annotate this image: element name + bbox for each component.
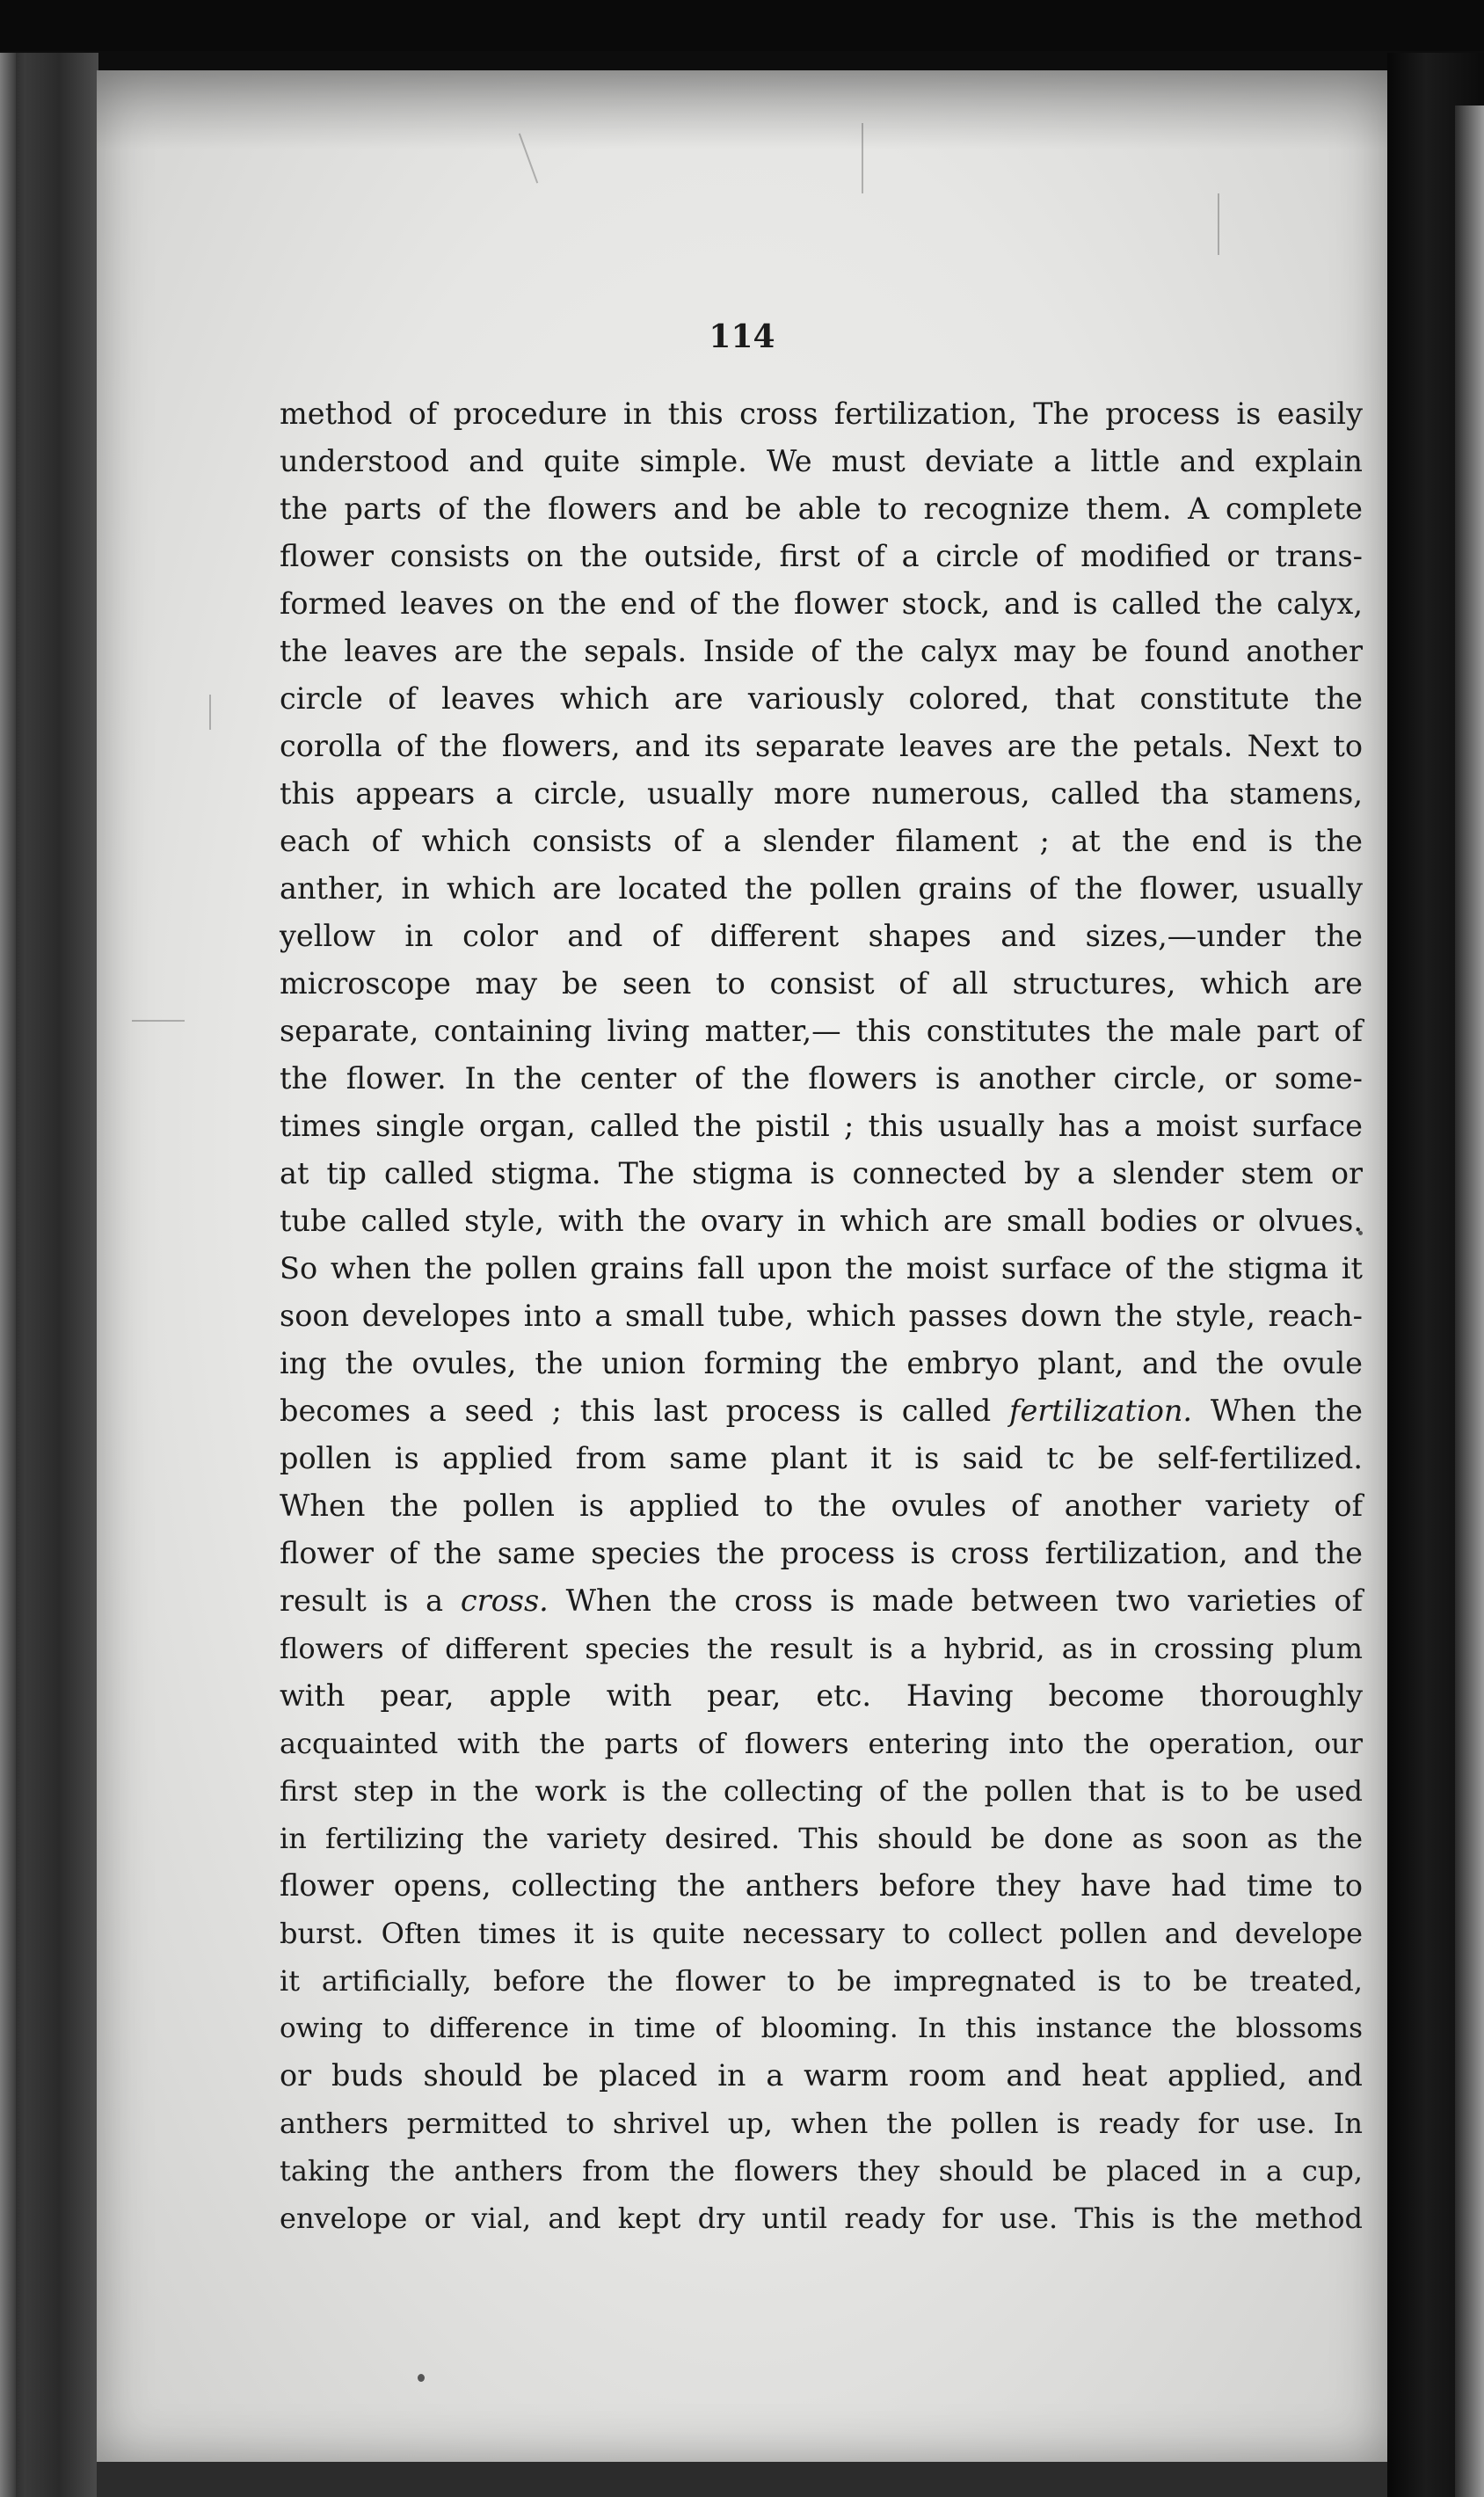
line-text: When the — [1210, 1394, 1363, 1428]
scratch-mark — [132, 1020, 185, 1022]
text-line: yellow in color and of different shapes and sizes,—under the — [280, 919, 1363, 953]
text-line: microscope may be seen to consist of all structures, which are — [280, 966, 1363, 1001]
line-text: When the cross is made between two varieties of — [565, 1583, 1363, 1618]
text-line: the leaves are the sepals. Inside of the calyx may be found another — [280, 634, 1363, 668]
left-binding-edge — [0, 53, 16, 2497]
text-line: at tip called stigma. The stigma is connected by a slender stem or — [280, 1156, 1363, 1190]
body-text — [280, 390, 1363, 2242]
text-line: flower of the same species the process is cross fertilization, and the — [280, 1536, 1363, 1570]
text-line: flowers of different species the result is a hybrid, as in crossing plum — [280, 1632, 1363, 1665]
text-line: envelope or vial, and kept dry until ready for use. This is the method — [280, 2202, 1363, 2235]
text-line: in fertilizing the variety desired. This should be done as soon as the — [280, 1822, 1363, 1855]
text-line: formed leaves on the end of the flower stock, and is called the calyx, — [280, 586, 1363, 621]
text-line: taking the anthers from the flowers they should be placed in a cup, — [280, 2154, 1363, 2188]
text-line: the parts of the flowers and be able to recognize them. A complete — [280, 491, 1363, 526]
scan-bottom-edge — [97, 2462, 1387, 2497]
text-line: with pear, apple with pear, etc. Having become thoroughly — [280, 1678, 1363, 1713]
text-line: soon developes into a small tube, which passes down the style, reach- — [280, 1299, 1363, 1333]
text-line: anther, in which are located the pollen grains of the flower, usually — [280, 871, 1363, 906]
text-line: burst. Often times it is quite necessary to collect pollen and develope — [280, 1917, 1363, 1950]
text-line: flower opens, collecting the anthers before they have had time to — [280, 1868, 1363, 1903]
scan-top-edge — [0, 0, 1484, 51]
scratch-mark — [862, 123, 863, 193]
line-text: result is a — [280, 1583, 444, 1618]
scratch-mark — [1218, 193, 1219, 255]
dust-speck — [418, 2374, 425, 2382]
text-line: ing the ovules, the union forming the embryo plant, and the ovule — [280, 1346, 1363, 1380]
text-line: or buds should be placed in a warm room and heat applied, and — [280, 2058, 1363, 2093]
text-line-with-italic — [280, 1577, 1363, 1625]
text-line: each of which consists of a slender filament ; at the end is the — [280, 824, 1363, 858]
page-top-shadow — [97, 70, 1387, 149]
text-line: anthers permitted to shrivel up, when the pollen is ready for use. In — [280, 2107, 1363, 2140]
page-number: 114 — [709, 318, 775, 355]
text-line: When the pollen is applied to the ovules of another variety of — [280, 1489, 1363, 1523]
text-line: the flower. In the center of the flowers is another circle, or some- — [280, 1061, 1363, 1096]
text-line: pollen is applied from same plant it is said tc be self-fertilized. — [280, 1441, 1363, 1475]
next-page-edge — [1455, 106, 1484, 2497]
text-line: separate, containing living matter,— this constitutes the male part of — [280, 1014, 1363, 1048]
italic-term: cross. — [460, 1583, 549, 1618]
text-line: method of procedure in this cross fertilization, The process is easily — [280, 397, 1363, 431]
text-line: circle of leaves which are variously colored, that constitute the — [280, 681, 1363, 716]
scratch-mark — [209, 695, 211, 730]
text-line-with-italic — [280, 1387, 1363, 1435]
text-line: owing to difference in time of blooming. In this instance the blossoms — [280, 2013, 1363, 2044]
italic-term: fertilization. — [1009, 1394, 1193, 1428]
text-line: first step in the work is the collecting of the pollen that is to be used — [280, 1774, 1363, 1808]
text-line: So when the pollen grains fall upon the moist surface of the stigma it — [280, 1251, 1363, 1285]
text-line: times single organ, called the pistil ; this usually has a moist surface — [280, 1109, 1363, 1143]
text-line: acquainted with the parts of flowers entering into the operation, our — [280, 1727, 1363, 1760]
text-line: flower consists on the outside, first of a circle of modified or trans- — [280, 539, 1363, 573]
text-line: it artificially, before the flower to be impregnated is to be treated, — [280, 1964, 1363, 1998]
line-text: becomes a seed ; this last process is called — [280, 1394, 992, 1428]
text-line: corolla of the flowers, and its separate leaves are the petals. Next to — [280, 729, 1363, 763]
text-line: this appears a circle, usually more numerous, called tha stamens, — [280, 776, 1363, 811]
text-line: understood and quite simple. We must deviate a little and explain — [280, 444, 1363, 478]
text-line: tube called style, with the ovary in which are small bodies or olvues. — [280, 1204, 1363, 1238]
